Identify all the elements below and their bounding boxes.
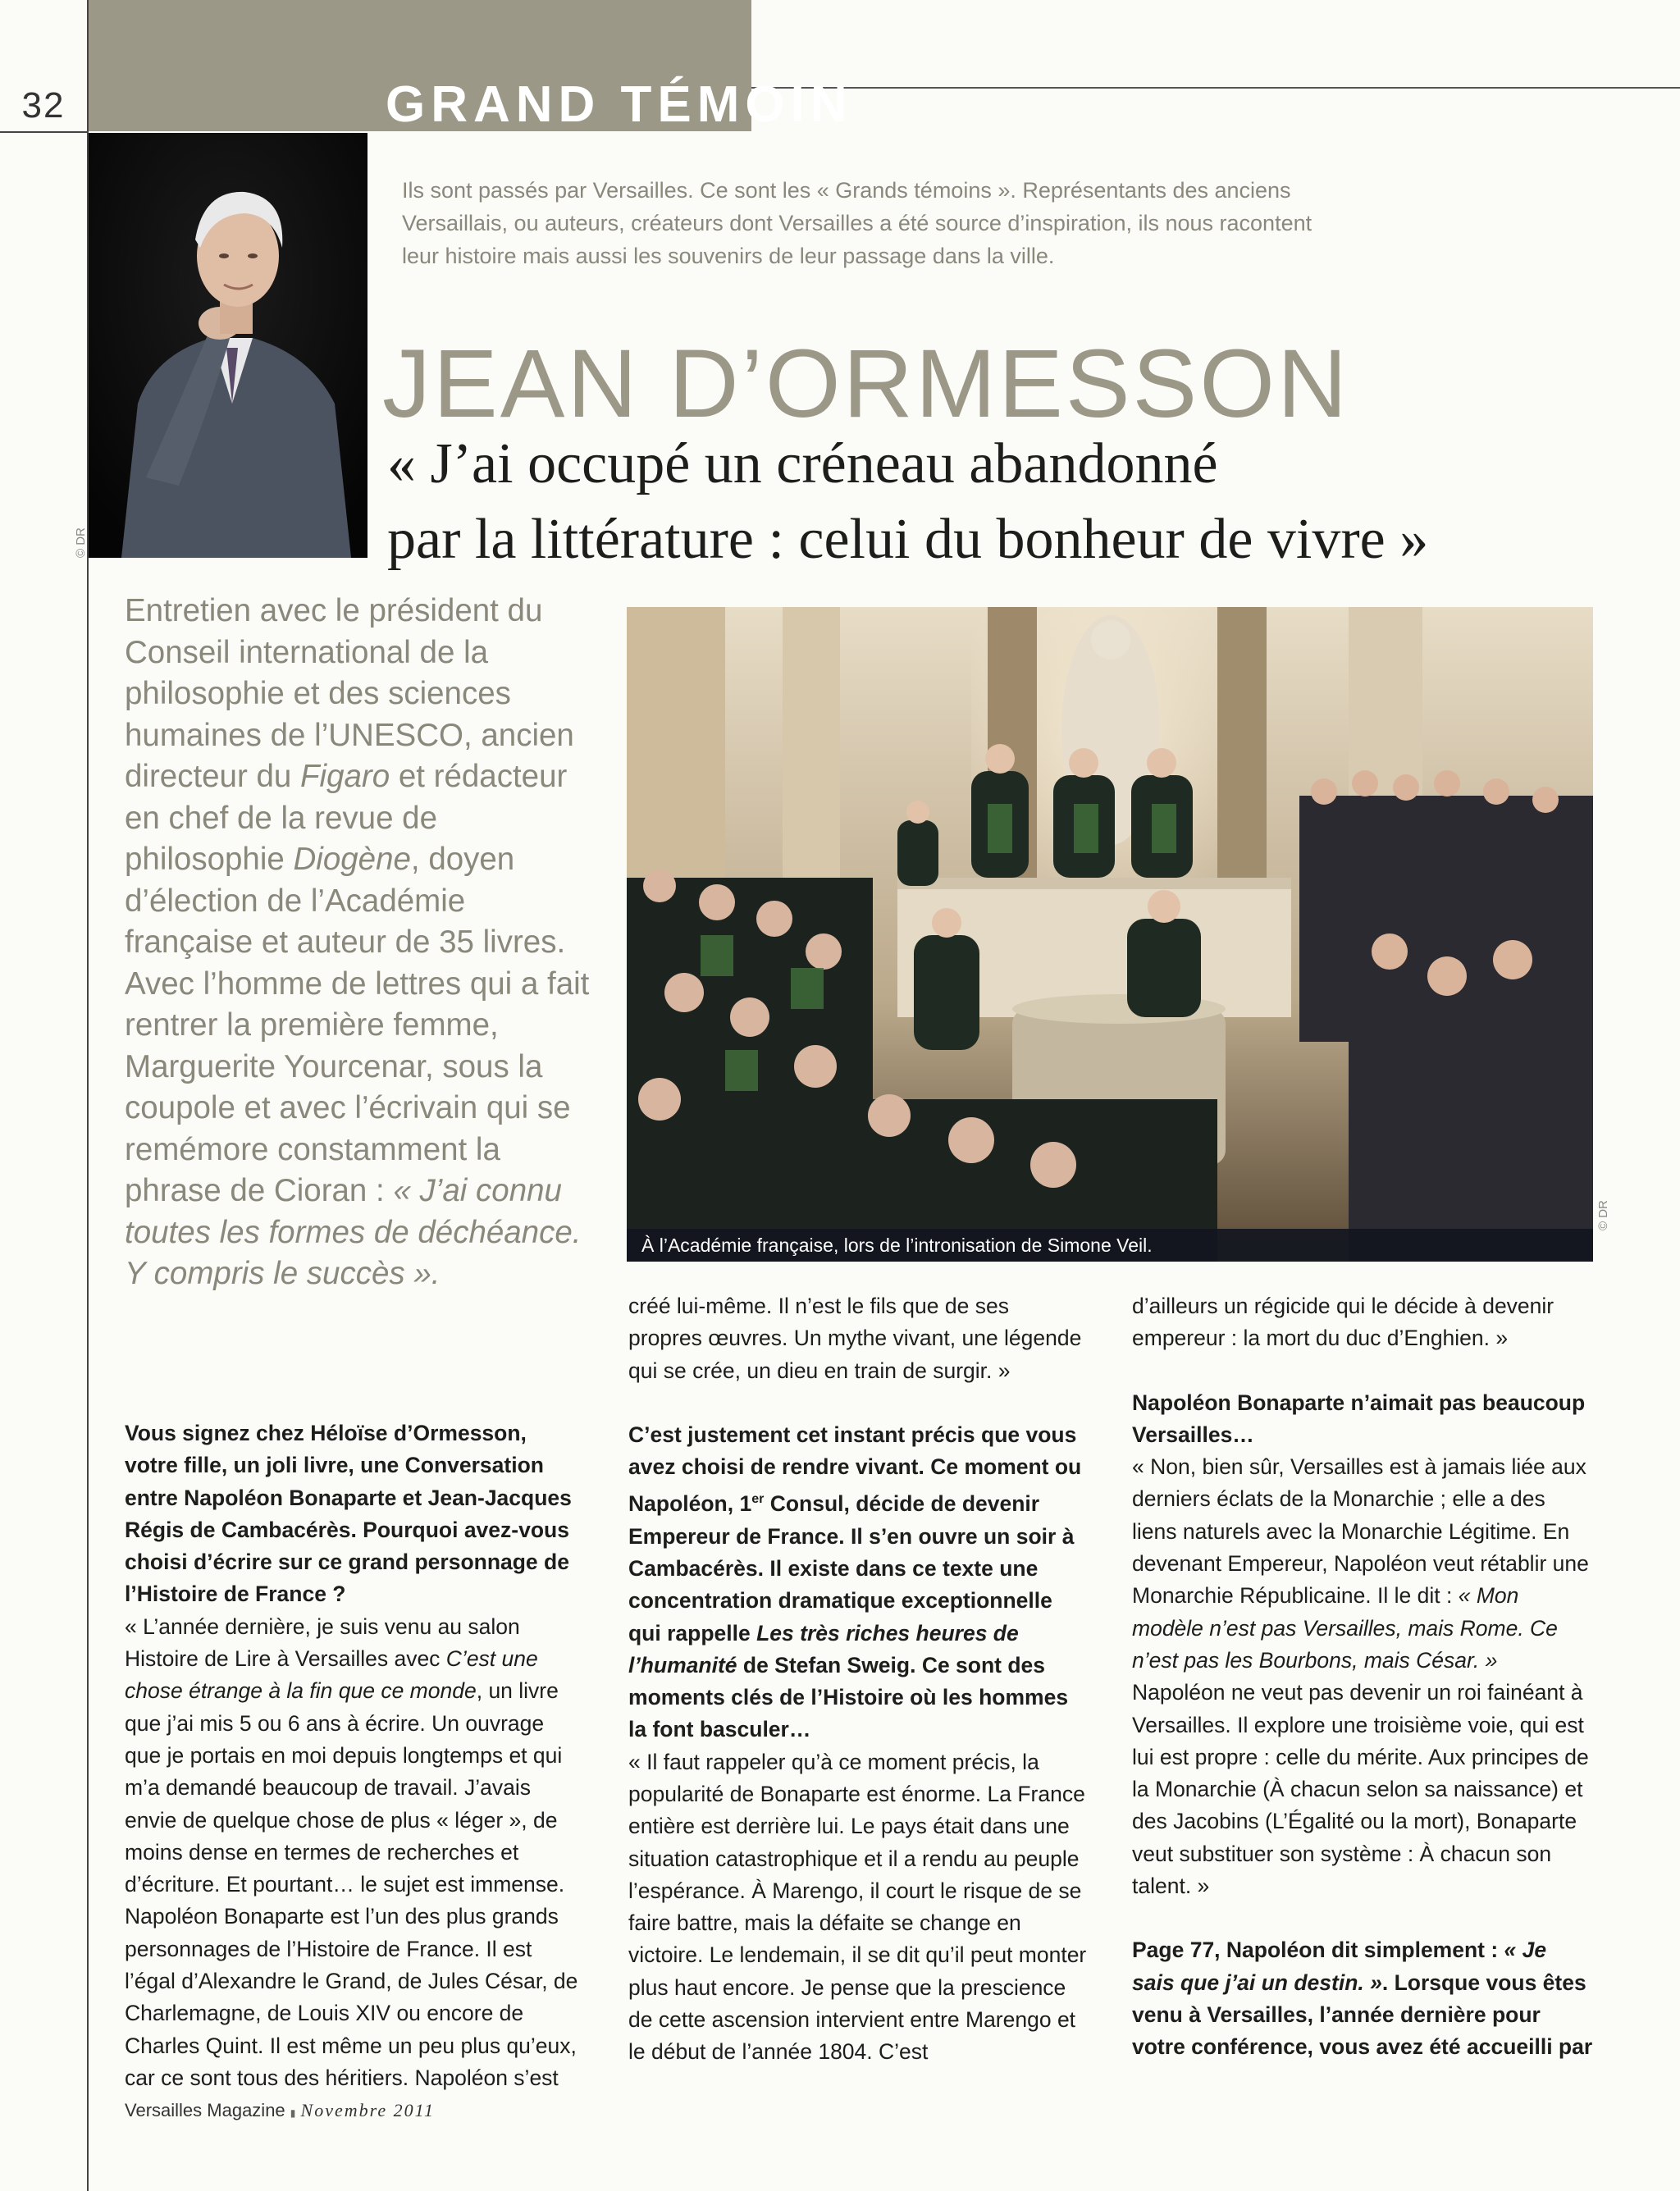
- answer-text: Napoléon ne veut pas devenir un roi fainéant à Versailles. Il explore une troisième voie, qui est lui est propre : celle du mérite. Aux principes de la Monarchie (À chacun selon sa naissance) et des Jacobins (L’Égalité ou la mort), Bonaparte veut substituer son système : À chacun son talent. »: [1132, 1680, 1589, 1899]
- answer-text: « L’année dernière, je suis venu au salon Histoire de Lire à Versailles avec: [125, 1614, 520, 1672]
- question-text: Consul, décide de devenir Empereur de France. Il s’en ouvre un soir à Cambacérès. Il existe dans ce texte une concentration dramatique exceptionnelle qui rappelle: [628, 1491, 1075, 1646]
- headline-quote-line-2: par la littérature : celui du bonheur de vivre »: [387, 508, 1429, 571]
- interview-question: Vous signez chez Héloïse d’Ormesson, votre fille, un joli livre, une Conversation entre Napoléon Bonaparte et Jean-Jacques Régis de Cambacérès. Pourquoi avez-vous choisi d’écrire sur ce grand personnage de l’Histoire de France ?: [125, 1421, 572, 1607]
- answer-text: , un livre que j’ai mis 5 ou 6 ans à écrire. Un ouvrage que je portais en moi depuis longtemps et qui m’a demandé beaucoup de travail. J’avais envie de quelque chose de plus « léger », de moins dense en termes de recherches et d’écriture. Et pourtant… le sujet est immense. Napoléon Bonaparte est l’un des plus grands personnages de l’Histoire de France. Il est l’égal d’Alexandre le Grand, de Jules César, de Charlemagne, de Louis XIV ou encore de Charles Quint. Il est même un peu plus qu’eux, car ce sont tous des héritiers. Napoléon s’est: [125, 1678, 578, 2090]
- lead-paragraph: [125, 591, 600, 1295]
- napoleon-quote: « Je sais que j’ai un destin. »: [1132, 1938, 1547, 1995]
- page-footer: [125, 2100, 435, 2121]
- book-title: C’est une chose étrange à la fin que ce monde: [125, 1646, 538, 1704]
- question-text: Page 77, Napoléon dit simplement :: [1132, 1938, 1504, 1963]
- interview-question: [628, 1419, 1088, 1746]
- magazine-name: Versailles Magazine: [125, 2100, 285, 2120]
- photo-caption-bar: [627, 1229, 1593, 1262]
- article-column-1: [125, 1417, 586, 2094]
- interview-answer: [125, 1611, 586, 2094]
- section-title: GRAND TÉMOIN: [386, 76, 853, 133]
- headline-quote-line-1: « J’ai occupé un créneau abandonné: [387, 432, 1218, 495]
- photo-credit: © DR: [1596, 1200, 1610, 1230]
- footer-separator: ▮: [290, 2107, 296, 2119]
- article-column-2: [628, 1290, 1088, 2069]
- headline-quote: [387, 427, 1618, 577]
- lead-text: et rédacteur en chef de la revue de philosophie: [125, 759, 568, 877]
- interview-question: Napoléon Bonaparte n’aimait pas beaucoup Versailles…: [1132, 1390, 1586, 1447]
- question-superscript: er: [751, 1492, 765, 1507]
- page-number-rule: [0, 131, 87, 133]
- portrait-illustration: [89, 133, 368, 558]
- napoleon-quote: « Mon modèle n’est pas Versailles, mais Rome. Ce n’est pas les Bourbons, mais César. »: [1132, 1583, 1558, 1673]
- lead-text: , doyen d’élection de l’Académie française et auteur de 35 livres. Avec l’homme de lettres qui a fait rentrer la première femme, Marguerite Yourcenar, sous la coupole et avec l’écrivain qui se remémore constamment la phrase de Cioran :: [125, 842, 590, 1208]
- book-title: Les très riches heures de l’humanité: [628, 1620, 1019, 1677]
- academie-photo: [627, 607, 1593, 1262]
- lead-cioran-quote: « J’ai connu toutes les formes de déchéance. Y compris le succès ».: [125, 1173, 582, 1291]
- issue-date: Novembre 2011: [300, 2100, 435, 2120]
- article-column-3: [1132, 1290, 1593, 2064]
- lead-text: Entretien avec le président du Conseil international de la philosophie et des sciences humaines de l’UNESCO, ancien directeur du: [125, 593, 574, 794]
- lead-diogene: Diogène: [293, 842, 411, 877]
- section-intro: Ils sont passés par Versailles. Ce sont les « Grands témoins ». Représentants des anciens Versaillais, ou auteurs, créateurs dont Versailles a été source d’inspiration, ils nous racontent leur histoire mais aussi les souvenirs de leur passage dans la ville.: [402, 178, 1312, 268]
- question-text: . Lorsque vous êtes venu à Versailles, l’année dernière pour votre conférence, vous avez été accueilli par: [1132, 1970, 1593, 2060]
- answer-text: « Non, bien sûr, Versailles est à jamais liée aux derniers éclats de la Monarchie ; elle a des liens naturels avec la Monarchie Légitime. En devenant Empereur, Napoléon veut rétablir une Monarchie Républicaine. Il le dit :: [1132, 1454, 1589, 1609]
- lead-figaro: Figaro: [300, 759, 390, 794]
- interview-answer-continued: d’ailleurs un régicide qui le décide à devenir empereur : la mort du duc d’Enghien. »: [1132, 1294, 1554, 1351]
- interview-question: [1132, 1934, 1593, 2063]
- page-number: 32: [21, 85, 66, 126]
- header-rule: [751, 87, 1680, 89]
- portrait-credit: © DR: [74, 527, 88, 558]
- interview-answer: « Il faut rappeler qu’à ce moment précis, la popularité de Bonaparte est énorme. La France entière est derrière lui. Le pays était dans une situation catastrophique et il a rendu au peuple l’espérance. À Marengo, il court le risque de se faire battre, mais la défaite se change en victoire. Le lendemain, il se dit qu’il peut monter plus haut encore. Je pense que la prescience de cette ascension intervient entre Marengo et le début de l’année 1804. C’est: [628, 1749, 1087, 2065]
- interview-answer: [1132, 1451, 1593, 1902]
- interview-answer-continued: créé lui-même. Il n’est le fils que de ses propres œuvres. Un mythe vivant, une légende qui se crée, un dieu en train de surgir. »: [628, 1294, 1082, 1383]
- question-text: de Stefan Sweig. Ce sont des moments clés de l’Histoire où les hommes la font basculer…: [628, 1652, 1069, 1742]
- portrait-photo: [89, 133, 368, 558]
- photo-caption: À l’Académie française, lors de l’intronisation de Simone Veil.: [641, 1235, 1153, 1256]
- academie-illustration: [627, 607, 1593, 1262]
- question-text: C’est justement cet instant précis que vous avez choisi de rendre vivant. Ce moment ou Napoléon, 1: [628, 1422, 1082, 1517]
- interviewee-name: JEAN D’ORMESSON: [382, 330, 1350, 438]
